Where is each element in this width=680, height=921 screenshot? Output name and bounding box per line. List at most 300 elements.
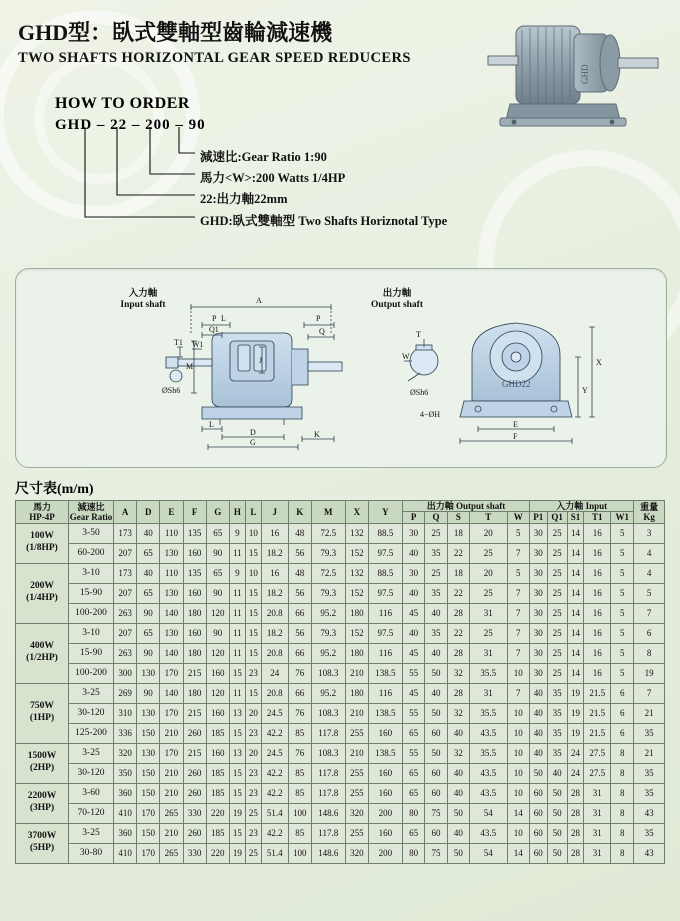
th-in-Q1: Q1	[547, 512, 567, 523]
th-out-P: P	[402, 512, 424, 523]
cell-value: 35.5	[470, 743, 508, 763]
cell-value: 18.2	[261, 543, 288, 563]
cell-value: 50	[547, 823, 567, 843]
cell-value: 20.8	[261, 643, 288, 663]
cell-value: 7	[507, 583, 529, 603]
cell-value: 210	[160, 763, 183, 783]
cell-value: 210	[345, 743, 368, 763]
cell-value: 25	[547, 643, 567, 663]
cell-value: 23	[245, 783, 261, 803]
cell-value: 22	[447, 623, 469, 643]
svg-text:G: G	[250, 438, 256, 447]
cell-value: 51.4	[261, 803, 288, 823]
cell-value: 100	[288, 803, 311, 823]
th-output-group-en: Output shaft	[455, 501, 506, 511]
cell-value: 97.5	[368, 623, 402, 643]
cell-value: 25	[245, 803, 261, 823]
cell-value: 50	[547, 783, 567, 803]
cell-value: 5	[507, 523, 529, 543]
cell-value: 40	[425, 683, 447, 703]
cell-value: 13	[229, 703, 245, 723]
output-shaft-caption-cn: 出力軸	[382, 289, 412, 299]
cell-value: 410	[114, 803, 137, 823]
th-out-S: S	[447, 512, 469, 523]
cell-value: 43	[634, 803, 665, 823]
cell-value: 80	[402, 843, 424, 863]
svg-text:T1: T1	[174, 338, 183, 347]
cell-value: 410	[114, 843, 137, 863]
svg-text:Q1: Q1	[209, 325, 219, 334]
cell-value: 138.5	[368, 743, 402, 763]
cell-value: 48	[288, 523, 311, 543]
cell-value: 117.8	[311, 763, 345, 783]
cell-value: 15	[245, 623, 261, 643]
cell-value: 65	[402, 763, 424, 783]
cell-value: 130	[160, 543, 183, 563]
th-dim-H: H	[229, 501, 245, 524]
cell-value: 95.2	[311, 683, 345, 703]
order-code: GHD – 22 – 200 – 90	[55, 117, 206, 133]
cell-value: 14	[567, 523, 584, 543]
cell-value: 50	[547, 843, 567, 863]
th-power-cn: 馬力	[32, 501, 51, 512]
cell-value: 24	[567, 743, 584, 763]
th-dim-L: L	[245, 501, 261, 524]
cell-value: 130	[137, 743, 160, 763]
cell-value: 10	[507, 743, 529, 763]
cell-value: 65	[137, 623, 160, 643]
cell-value: 35.5	[470, 663, 508, 683]
cell-ratio: 70-120	[69, 803, 114, 823]
cell-value: 25	[547, 523, 567, 543]
cell-value: 220	[206, 843, 229, 863]
cell-value: 7	[507, 643, 529, 663]
cell-value: 48	[288, 563, 311, 583]
cell-value: 160	[368, 823, 402, 843]
cell-value: 265	[160, 803, 183, 823]
cell-value: 22	[447, 583, 469, 603]
cell-value: 7	[634, 683, 665, 703]
cell-value: 23	[245, 723, 261, 743]
cell-value: 85	[288, 823, 311, 843]
order-line-2: 馬力<W>:200 Watts 1/4HP	[200, 171, 346, 185]
cell-value: 40	[447, 723, 469, 743]
cell-value: 16	[584, 523, 611, 543]
cell-value: 65	[137, 543, 160, 563]
cell-value: 135	[183, 563, 206, 583]
cell-value: 66	[288, 683, 311, 703]
cell-value: 150	[137, 723, 160, 743]
table-head-row-1	[16, 501, 665, 512]
cell-value: 14	[567, 583, 584, 603]
cell-value: 28	[567, 843, 584, 863]
cell-value: 207	[114, 543, 137, 563]
cell-value: 320	[345, 803, 368, 823]
cell-value: 65	[137, 583, 160, 603]
dimension-table	[15, 500, 665, 864]
cell-value: 27.5	[584, 763, 611, 783]
cell-value: 5	[611, 603, 634, 623]
cell-value: 40	[447, 823, 469, 843]
cell-value: 14	[507, 803, 529, 823]
cell-value: 16	[261, 523, 288, 543]
cell-value: 260	[183, 763, 206, 783]
cell-value: 336	[114, 723, 137, 743]
cell-value: 180	[345, 603, 368, 623]
cell-value: 14	[507, 843, 529, 863]
th-out-W: W	[507, 512, 529, 523]
cell-value: 80	[402, 803, 424, 823]
cell-value: 90	[206, 623, 229, 643]
cell-value: 32	[447, 743, 469, 763]
cell-value: 14	[567, 563, 584, 583]
cell-value: 90	[137, 603, 160, 623]
cell-value: 180	[183, 643, 206, 663]
cell-value: 265	[160, 843, 183, 863]
th-weight-cn: 重量	[640, 501, 659, 512]
cell-value: 85	[288, 763, 311, 783]
cell-value: 15	[229, 823, 245, 843]
cell-value: 108.3	[311, 663, 345, 683]
cell-value: 25	[470, 543, 508, 563]
cell-value: 110	[160, 523, 183, 543]
cell-value: 35	[425, 583, 447, 603]
cell-value: 35	[547, 703, 567, 723]
cell-ratio: 3-50	[69, 523, 114, 543]
cell-value: 215	[183, 743, 206, 763]
th-dim-M: M	[311, 501, 345, 524]
cell-value: 14	[567, 643, 584, 663]
cell-value: 28	[567, 803, 584, 823]
cell-value: 50	[425, 743, 447, 763]
cell-value: 360	[114, 823, 137, 843]
cell-value: 11	[229, 543, 245, 563]
cell-value: 170	[160, 743, 183, 763]
cell-value: 30	[530, 603, 548, 623]
cell-value: 3	[634, 523, 665, 543]
order-line-1: 減速比:Gear Ratio 1:90	[200, 150, 327, 164]
cell-value: 31	[470, 643, 508, 663]
cell-value: 120	[206, 643, 229, 663]
cell-value: 28	[567, 823, 584, 843]
row-group-power: 100W (1/8HP)	[16, 523, 69, 563]
cell-value: 210	[160, 823, 183, 843]
cell-value: 43.5	[470, 823, 508, 843]
cell-value: 25	[547, 603, 567, 623]
cell-value: 15	[245, 543, 261, 563]
cell-value: 130	[137, 663, 160, 683]
table-row	[16, 763, 665, 783]
cell-value: 19	[567, 723, 584, 743]
page-title-cn: GHD型：臥式雙軸型齒輪減速機	[18, 20, 333, 45]
cell-ratio: 100-200	[69, 603, 114, 623]
cell-value: 173	[114, 563, 137, 583]
cell-value: 25	[470, 623, 508, 643]
th-dim-K: K	[288, 501, 311, 524]
cell-value: 75	[425, 803, 447, 823]
cell-value: 60	[530, 823, 548, 843]
cell-value: 30	[402, 523, 424, 543]
cell-ratio: 60-200	[69, 543, 114, 563]
cell-value: 85	[288, 723, 311, 743]
cell-value: 35	[425, 623, 447, 643]
th-ratio-en: Gear Ratio	[69, 511, 113, 522]
svg-text:P: P	[316, 314, 321, 323]
cell-value: 15	[229, 763, 245, 783]
input-shaft-caption-en: Input shaft	[120, 299, 166, 310]
row-group-power: 2200W (3HP)	[16, 783, 69, 823]
cell-value: 170	[160, 663, 183, 683]
cell-value: 18	[447, 523, 469, 543]
cell-value: 255	[345, 763, 368, 783]
cell-value: 210	[160, 723, 183, 743]
cell-value: 24	[261, 663, 288, 683]
cell-value: 40	[402, 623, 424, 643]
cell-value: 350	[114, 763, 137, 783]
cell-value: 23	[245, 663, 261, 683]
cell-value: 50	[425, 663, 447, 683]
cell-value: 20.8	[261, 603, 288, 623]
cell-value: 97.5	[368, 543, 402, 563]
dimension-table-wrap	[15, 500, 665, 864]
cell-value: 40	[402, 543, 424, 563]
th-input-group-en: Input	[585, 501, 608, 511]
cell-value: 170	[137, 803, 160, 823]
cell-value: 7	[507, 603, 529, 623]
th-ratio	[69, 501, 114, 524]
svg-text:F: F	[513, 432, 518, 441]
cell-value: 160	[183, 543, 206, 563]
th-in-T1: T1	[584, 512, 611, 523]
cell-value: 207	[114, 623, 137, 643]
cell-value: 160	[206, 743, 229, 763]
th-power	[16, 501, 69, 524]
cell-value: 5	[507, 563, 529, 583]
cell-value: 150	[137, 763, 160, 783]
cell-value: 55	[402, 743, 424, 763]
svg-text:M: M	[186, 362, 194, 371]
cell-value: 160	[183, 623, 206, 643]
cell-ratio: 3-25	[69, 683, 114, 703]
cell-value: 25	[547, 623, 567, 643]
svg-text:L: L	[221, 314, 226, 323]
cell-value: 20	[245, 703, 261, 723]
svg-text:T: T	[416, 330, 421, 339]
cell-value: 185	[206, 783, 229, 803]
th-dim-D: D	[137, 501, 160, 524]
cell-value: 170	[160, 703, 183, 723]
th-output-group	[402, 501, 529, 512]
cell-ratio: 30-120	[69, 763, 114, 783]
table-row	[16, 563, 665, 583]
cell-value: 79.3	[311, 583, 345, 603]
th-dim-E: E	[160, 501, 183, 524]
th-dim-F: F	[183, 501, 206, 524]
cell-value: 19	[567, 683, 584, 703]
svg-text:Q: Q	[319, 327, 325, 336]
cell-value: 210	[345, 663, 368, 683]
th-output-group-cn: 出力軸	[426, 501, 454, 511]
cell-value: 85	[288, 783, 311, 803]
cell-value: 35	[547, 743, 567, 763]
input-shaft-caption	[108, 289, 178, 311]
cell-value: 97.5	[368, 583, 402, 603]
cell-value: 180	[183, 603, 206, 623]
cell-value: 30	[530, 563, 548, 583]
cell-value: 185	[206, 823, 229, 843]
th-ratio-cn: 減速比	[77, 501, 105, 512]
cell-value: 55	[402, 703, 424, 723]
cell-value: 95.2	[311, 603, 345, 623]
cell-value: 40	[447, 763, 469, 783]
cell-value: 10	[507, 703, 529, 723]
cell-value: 15	[245, 583, 261, 603]
cell-value: 15	[229, 723, 245, 743]
cell-value: 18	[447, 563, 469, 583]
cell-value: 35	[634, 823, 665, 843]
cell-value: 10	[245, 523, 261, 543]
cell-value: 30	[530, 663, 548, 683]
dimension-drawing-panel	[15, 268, 667, 468]
cell-value: 138.5	[368, 663, 402, 683]
th-dim-A: A	[114, 501, 137, 524]
cell-value: 16	[584, 663, 611, 683]
cell-value: 13	[229, 743, 245, 763]
cell-value: 19	[229, 803, 245, 823]
cell-value: 51.4	[261, 843, 288, 863]
cell-value: 255	[345, 723, 368, 743]
th-out-T: T	[470, 512, 508, 523]
cell-ratio: 30-120	[69, 703, 114, 723]
cell-ratio: 3-25	[69, 743, 114, 763]
cell-value: 40	[530, 743, 548, 763]
cell-value: 10	[507, 823, 529, 843]
th-out-Q: Q	[425, 512, 447, 523]
cell-value: 42.2	[261, 823, 288, 843]
cell-value: 54	[470, 803, 508, 823]
table-row	[16, 743, 665, 763]
cell-value: 8	[634, 643, 665, 663]
cell-value: 116	[368, 643, 402, 663]
cell-value: 11	[229, 583, 245, 603]
cell-value: 45	[402, 643, 424, 663]
cell-ratio: 3-10	[69, 623, 114, 643]
cell-value: 60	[425, 763, 447, 783]
cell-value: 15	[229, 663, 245, 683]
cell-value: 43	[634, 843, 665, 863]
cell-value: 22	[447, 543, 469, 563]
cell-value: 160	[206, 703, 229, 723]
cell-value: 72.5	[311, 563, 345, 583]
cell-value: 160	[206, 663, 229, 683]
svg-text:X: X	[596, 358, 602, 367]
cell-value: 152	[345, 583, 368, 603]
cell-value: 5	[634, 583, 665, 603]
th-power-en: HP-4P	[29, 511, 55, 522]
cell-value: 60	[425, 723, 447, 743]
svg-text:Y: Y	[582, 386, 588, 395]
cell-value: 8	[611, 783, 634, 803]
cell-value: 130	[160, 583, 183, 603]
cell-value: 152	[345, 543, 368, 563]
cell-value: 14	[567, 663, 584, 683]
cell-value: 35	[634, 783, 665, 803]
cell-value: 7	[507, 623, 529, 643]
cell-value: 43.5	[470, 723, 508, 743]
svg-text:L: L	[209, 420, 214, 429]
cell-value: 200	[368, 803, 402, 823]
cell-value: 215	[183, 663, 206, 683]
table-row	[16, 523, 665, 543]
cell-ratio: 3-10	[69, 563, 114, 583]
cell-value: 160	[368, 783, 402, 803]
cell-value: 5	[611, 523, 634, 543]
cell-value: 25	[547, 583, 567, 603]
cell-value: 43.5	[470, 763, 508, 783]
cell-value: 220	[206, 803, 229, 823]
table-row	[16, 603, 665, 623]
svg-text:K: K	[314, 430, 320, 439]
cell-value: 16	[584, 623, 611, 643]
cell-value: 42.2	[261, 763, 288, 783]
cell-value: 20	[245, 743, 261, 763]
cell-value: 120	[206, 683, 229, 703]
cell-value: 140	[160, 603, 183, 623]
cell-value: 15	[245, 683, 261, 703]
table-row	[16, 643, 665, 663]
cell-value: 27.5	[584, 743, 611, 763]
svg-text:W: W	[402, 352, 410, 361]
cell-value: 75	[425, 843, 447, 863]
cell-ratio: 15-90	[69, 583, 114, 603]
cell-value: 7	[634, 603, 665, 623]
cell-value: 90	[137, 683, 160, 703]
svg-text:J: J	[259, 356, 263, 365]
table-row	[16, 823, 665, 843]
cell-value: 31	[584, 823, 611, 843]
cell-value: 130	[137, 703, 160, 723]
cell-value: 140	[160, 683, 183, 703]
cell-value: 180	[345, 683, 368, 703]
cell-value: 25	[547, 543, 567, 563]
cell-value: 8	[611, 763, 634, 783]
cell-value: 7	[507, 683, 529, 703]
cell-value: 72.5	[311, 523, 345, 543]
cell-value: 148.6	[311, 803, 345, 823]
cell-value: 25	[245, 843, 261, 863]
cell-value: 8	[611, 823, 634, 843]
cell-value: 8	[611, 843, 634, 863]
cell-value: 31	[584, 803, 611, 823]
cell-value: 11	[229, 683, 245, 703]
cell-value: 60	[530, 783, 548, 803]
svg-text:4−ØH: 4−ØH	[420, 410, 441, 419]
how-to-order-heading: HOW TO ORDER	[55, 95, 190, 112]
cell-ratio: 3-25	[69, 823, 114, 843]
cell-value: 60	[425, 823, 447, 843]
cell-value: 25	[547, 563, 567, 583]
table-row	[16, 723, 665, 743]
cell-value: 66	[288, 643, 311, 663]
cell-value: 79.3	[311, 623, 345, 643]
cell-value: 16	[584, 643, 611, 663]
cell-value: 28	[447, 643, 469, 663]
cell-value: 40	[530, 703, 548, 723]
cell-value: 50	[425, 703, 447, 723]
cell-value: 11	[229, 643, 245, 663]
cell-value: 65	[402, 723, 424, 743]
cell-value: 79.3	[311, 543, 345, 563]
